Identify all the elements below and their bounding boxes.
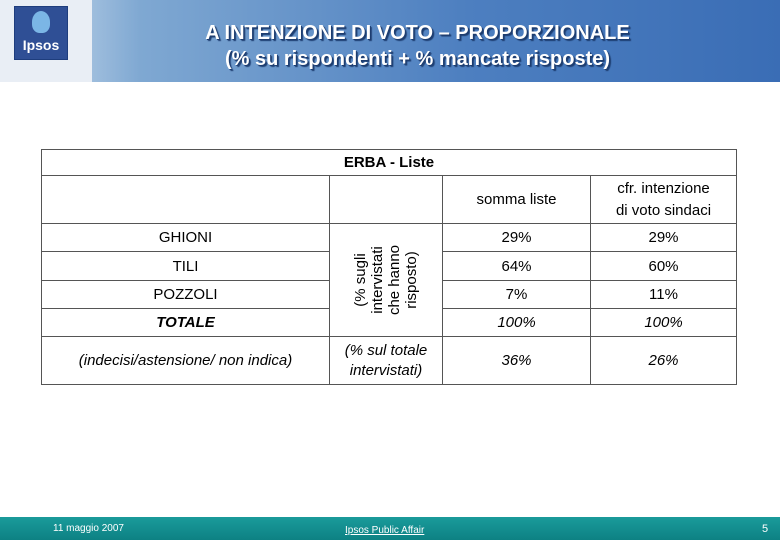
cfr-line-2: di voto sindaci	[615, 201, 712, 219]
page-number: 5	[762, 523, 769, 535]
cell-cfr: 26%	[591, 337, 737, 385]
cell-cfr: 60%	[591, 252, 737, 281]
header-empty-cell	[42, 176, 330, 224]
cell-somma: 7%	[443, 281, 591, 309]
note-totale-line-1: (% sul totale	[344, 341, 428, 359]
footer-link[interactable]: Ipsos Public Affair	[345, 525, 425, 536]
cell-somma: 100%	[443, 309, 591, 337]
table-caption: ERBA - Liste	[42, 150, 737, 176]
title-line-2: (% su rispondenti + % mancate risposte)	[224, 48, 611, 70]
rotated-note-cell	[330, 224, 443, 337]
cell-somma: 36%	[443, 337, 591, 385]
note-totale-line-2: intervistati)	[349, 361, 423, 379]
title-line-1: A INTENZIONE DI VOTO – PROPORZIONALE	[205, 22, 630, 44]
results-table	[41, 149, 737, 385]
cfr-line-1: cfr. intenzione	[617, 179, 710, 197]
note-line: (% sugli	[352, 253, 369, 307]
cell-cfr: 100%	[591, 309, 737, 337]
column-header-cfr	[591, 176, 737, 224]
cell-cfr: 11%	[591, 281, 737, 309]
note-totale-cell	[330, 337, 443, 385]
rotated-note	[352, 230, 420, 330]
logo-panel	[0, 0, 92, 82]
cell-somma: 64%	[443, 252, 591, 281]
slide-title	[95, 20, 740, 72]
cell-somma: 29%	[443, 224, 591, 252]
footer-date: 11 maggio 2007	[53, 523, 124, 534]
row-label: POZZOLI	[42, 281, 330, 309]
column-header-somma: somma liste	[443, 176, 591, 224]
row-label: TILI	[42, 252, 330, 281]
note-line: risposto)	[403, 251, 420, 309]
head-silhouette-icon	[32, 11, 50, 33]
footer-bar	[0, 517, 780, 540]
row-label: GHIONI	[42, 224, 330, 252]
cell-cfr: 29%	[591, 224, 737, 252]
header-empty-cell	[330, 176, 443, 224]
logo-text: Ipsos	[22, 37, 60, 53]
row-label-indecisi: (indecisi/astensione/ non indica)	[42, 337, 330, 385]
header-banner	[0, 0, 780, 82]
note-line: che hanno	[386, 244, 403, 316]
row-label-totale: TOTALE	[42, 309, 330, 337]
ipsos-logo	[14, 6, 68, 60]
note-line: intervistati	[369, 246, 386, 314]
